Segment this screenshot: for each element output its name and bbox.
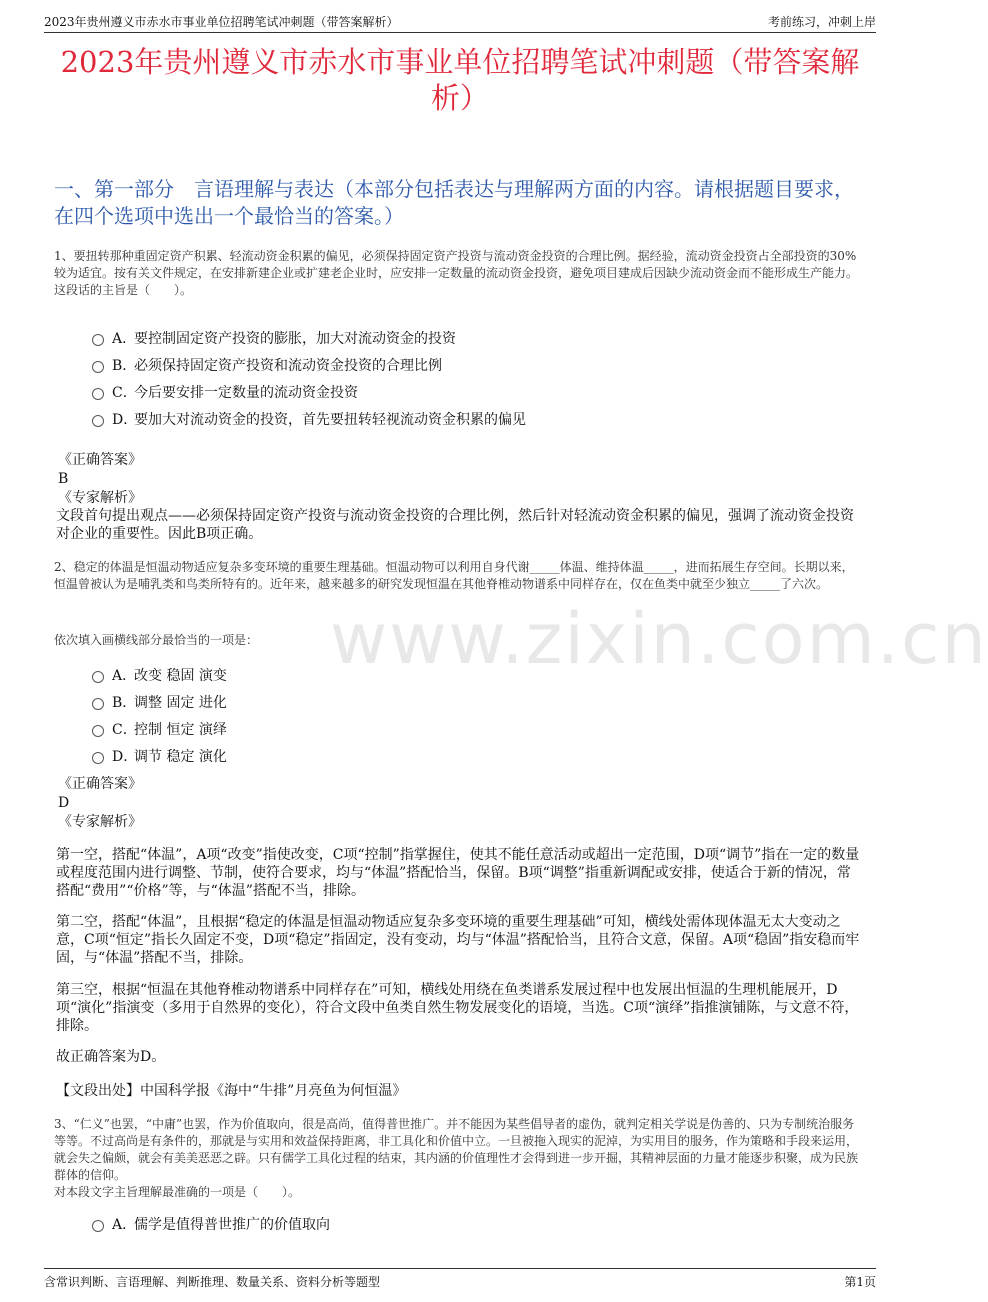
option-letter: B． <box>112 358 137 374</box>
question-2-stem-wrap <box>54 632 864 649</box>
header-slogan: 考前练习，冲刺上岸 <box>767 15 876 29</box>
q2-option-d[interactable] <box>92 746 227 766</box>
option-text: 今后要安排一定数量的流动资金投资 <box>134 385 358 401</box>
option-letter: D． <box>112 412 138 428</box>
q1-option-c[interactable] <box>92 382 358 402</box>
q2-analysis-para-3: 第三空，根据“恒温在其他脊椎动物谱系中同样存在”可知，横线处用绕在鱼类谱系发展过程中也发展出恒温的生理机能展开，D项“演化”指演变（多用于自然界的变化），符合文段中鱼类自然生物发展变化的语境，当选。C项“演绎”指推演铺陈，与文意不符，排除。 <box>56 982 859 1034</box>
radio-icon[interactable] <box>92 334 104 346</box>
radio-icon[interactable] <box>92 1220 104 1232</box>
q2-option-c[interactable] <box>92 719 227 739</box>
document-title: 2023年贵州遵义市赤水市事业单位招聘笔试冲刺题（带答案解析） <box>60 45 860 115</box>
question-3-stem: 对本段文字主旨理解最准确的一项是（ ）。 <box>54 1185 301 1199</box>
option-text: 改变 稳固 演变 <box>134 668 227 684</box>
q1-answer: B <box>58 471 69 487</box>
option-letter: A． <box>112 1217 137 1233</box>
option-letter: C． <box>112 385 137 401</box>
q2-answer-label: 《正确答案》 <box>58 776 142 792</box>
option-text: 调整 固定 进化 <box>134 695 227 711</box>
q2-source: 【文段出处】中国科学报《海中“牛排”月亮鱼为何恒温》 <box>56 1083 407 1099</box>
option-text: 要加大对流动资金的投资，首先要扭转轻视流动资金积累的偏见 <box>134 412 526 428</box>
page-footer <box>44 1268 876 1291</box>
q2-analysis-conclusion: 故正确答案为D。 <box>56 1049 166 1065</box>
question-3-text: 3、“仁义”也罢，“中庸”也罢，作为价值取向，很是高尚，值得普世推广。并不能因为某些倡导者的虚伪，就判定相关学说是伪善的、只为专制统治服务等等。不过高尚是有条件的，那就是与实用和效益保持距离，非工具化和价值中立。一旦被拖入现实的泥淖，为实用目的服务，作为策略和手段来运用，就会失之偏颇，就会有美美恶恶之辟。只有儒学工具化过程的结束，其内涵的价值理性才会得到进一步开掘，其精神层面的力量才能逐步积聚，成为民族群体的信仰。 <box>54 1117 859 1182</box>
section-heading: 一、第一部分 言语理解与表达（本部分包括表达与理解两方面的内容。请根据题目要求，在四个选项中选出一个最恰当的答案。） <box>54 177 854 228</box>
option-text: 控制 恒定 演绎 <box>134 722 227 738</box>
q2-option-a[interactable] <box>92 665 227 685</box>
footer-topics: 含常识判断、言语理解、判断推理、数量关系、资料分析等题型 <box>44 1275 381 1289</box>
radio-icon[interactable] <box>92 752 104 764</box>
q1-option-b[interactable] <box>92 355 442 375</box>
radio-icon[interactable] <box>92 415 104 427</box>
option-text: 儒学是值得普世推广的价值取向 <box>134 1217 330 1233</box>
question-3 <box>54 1116 864 1201</box>
option-letter: A． <box>112 668 137 684</box>
q2-analysis-para-1: 第一空，搭配“体温”，A项“改变”指使改变，C项“控制”指掌握住，使其不能任意活动或超出一定范围，D项“调节”指在一定的数量或程度范围内进行调整、节制，使符合要求，均与“体温”搭配恰当，保留。B项“调整”指重新调配或安排，使适合于新的情况，常搭配“费用”“价格”等，与“体温”搭配不当，排除。 <box>56 847 860 899</box>
q2-answer: D <box>58 795 70 811</box>
q2-option-b[interactable] <box>92 692 227 712</box>
header-doc-title: 2023年贵州遵义市赤水市事业单位招聘笔试冲刺题（带答案解析） <box>44 15 399 29</box>
page-header <box>44 10 876 33</box>
option-letter: C． <box>112 722 137 738</box>
q1-option-d[interactable] <box>92 409 526 429</box>
radio-icon[interactable] <box>92 361 104 373</box>
q2-analysis-para-2: 第二空，搭配“体温”，且根据“稳定的体温是恒温动物适应复杂多变环境的重要生理基础”可知，横线处需体现体温无太大变动之意，C项“恒定”指长久固定不变，D项“稳定”指固定，没有变动，均与“体温”搭配恰当，且符合文意，保留。A项“稳固”指安稳而牢固，与“体温”搭配不当，排除。 <box>56 914 860 966</box>
option-text: 调节 稳定 演化 <box>134 749 227 765</box>
question-1-stem: 这段话的主旨是（ ）。 <box>54 283 193 297</box>
radio-icon[interactable] <box>92 388 104 400</box>
q3-option-a[interactable] <box>92 1214 330 1234</box>
option-text: 必须保持固定资产投资和流动资金投资的合理比例 <box>134 358 442 374</box>
question-2 <box>54 559 864 593</box>
q1-analysis-label: 《专家解析》 <box>58 490 142 506</box>
option-letter: B． <box>112 695 137 711</box>
q1-answer-label: 《正确答案》 <box>58 452 142 468</box>
watermark: www.zixin.com.cn <box>330 598 988 680</box>
q1-analysis: 文段首句提出观点——必须保持固定资产投资与流动资金投资的合理比例，然后针对轻流动资金积累的偏见，强调了流动资金投资对企业的重要性。因此B项正确。 <box>56 508 854 542</box>
radio-icon[interactable] <box>92 725 104 737</box>
option-letter: A． <box>112 331 137 347</box>
q1-option-a[interactable] <box>92 328 456 348</box>
option-letter: D． <box>112 749 138 765</box>
q2-analysis-label: 《专家解析》 <box>58 814 142 830</box>
question-1 <box>54 248 864 299</box>
question-2-stem: 依次填入画横线部分最恰当的一项是： <box>54 633 259 647</box>
radio-icon[interactable] <box>92 671 104 683</box>
question-2-text: 2、稳定的体温是恒温动物适应复杂多变环境的重要生理基础。恒温动物可以利用自身代谢_____体温、维持体温_____，进而拓展生存空间。长期以来，恒温曾被认为是哺乳类和鸟类所特有的。近年来，越来越多的研究发现恒温在其他脊椎动物谱系中同样存在，仅在鱼类中就至少独立_____了六次。 <box>54 560 854 591</box>
page-number: 第1页 <box>844 1275 876 1289</box>
option-text: 要控制固定资产投资的膨胀，加大对流动资金的投资 <box>134 331 456 347</box>
question-1-text: 1、要扭转那种重固定资产积累、轻流动资金积累的偏见，必须保持固定资产投资与流动资金投资的合理比例。据经验，流动资金投资占全部投资的30%较为适宜。按有关文件规定，在安排新建企业或扩建老企业时，应安排一定数量的流动资金投资，避免项目建成后因缺少流动资金而不能形成生产能力。 <box>54 249 859 280</box>
radio-icon[interactable] <box>92 698 104 710</box>
